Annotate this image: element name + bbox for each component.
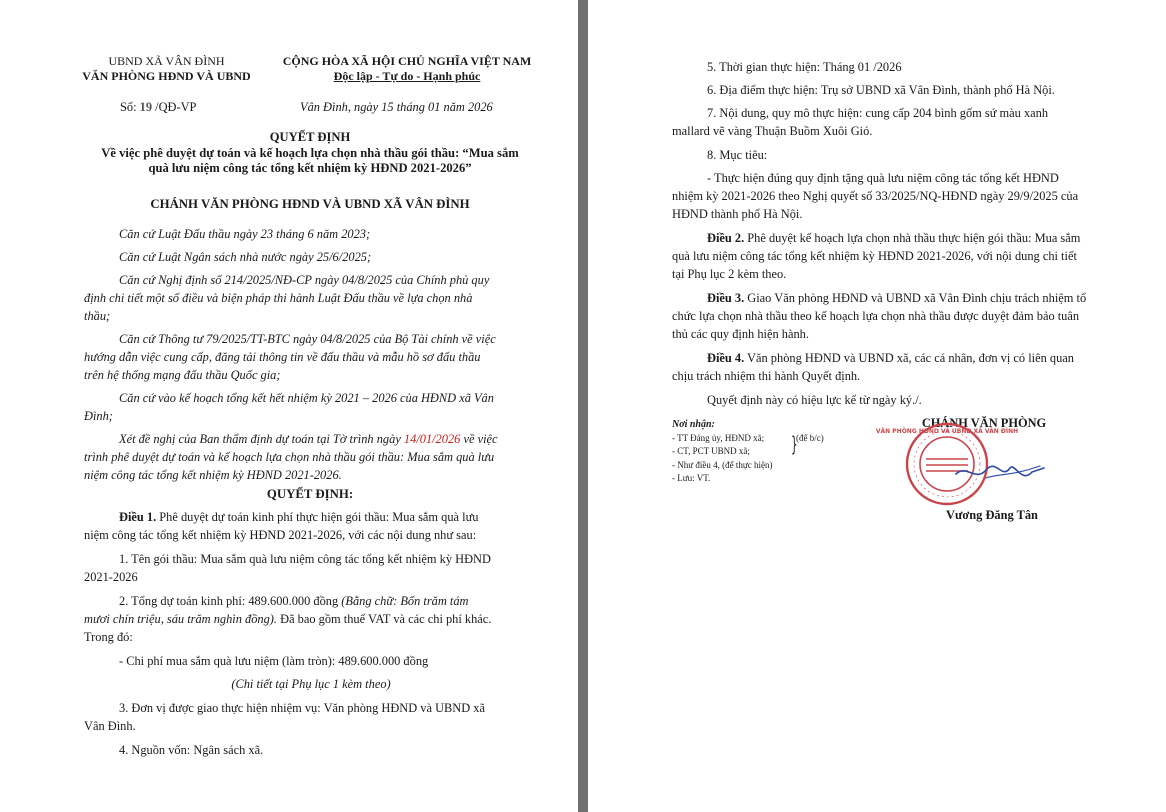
article-1-continued [672, 58, 1124, 409]
signature [952, 456, 1048, 488]
recipients [672, 418, 872, 486]
recipient-3: - Như điều 4, (để thực hiện) [672, 459, 773, 470]
decision-subject-line-2: quà lưu niệm công tác tổng kết nhiệm kỳ HĐND 2021-2026” [148, 161, 472, 175]
recipient-1-note: (để b/c) [796, 432, 824, 443]
recipient-1: - TT Đảng ủy, HĐND xã; [672, 432, 765, 443]
appendix-note: (Chi tiết tại Phụ lục 1 kèm theo) [231, 677, 391, 691]
proposal-basis: Xét đề nghị của Ban thẩm định dự toán tại Tờ trình ngày 14/01/2026 về việc trình phê duyệt dự toán và kế hoạch lựa chọn nhà thầu gói thầu: Mua sắm quà lưu niệm công tác tổng kết nhiệm kỳ HĐND 2021-2026. [84, 432, 498, 482]
article-1: Điều 1. Phê duyệt dự toán kinh phí thực hiện gói thầu: Mua sắm quà lưu niệm công tác tổng kết nhiệm kỳ HĐND 2021-2026, với các nội dung như sau: 1. Tên gói thầu: Mua sắm quà lưu niệm công tác tổng kết nhiệm kỳ HĐND 2021-2026 2. Tổng dự toán kinh phí: 489.600.000 đồng (Bằng chữ: Bốn trăm tám mươi chín triệu, sáu trăm nghìn đồng). Đã bao gồm thuế VAT và các chi phí khác. Trong đó: - Chi phí mua sắm quà lưu niệm (làm tròn): 489.600.000 đồng (Chi tiết tại Phụ lục 1 kèm theo) 3. Đơn vị được giao thực hiện nhiệm vụ: Văn phòng HĐND và UBND xã Vân Đình. 4. Nguồn vốn: Ngân sách xã. [84, 508, 538, 759]
signer-title: CHÁNH VĂN PHÒNG [921, 416, 1047, 430]
article-2-label: Điều 2. [707, 231, 745, 245]
legal-basis-2: Căn cứ Luật Ngân sách nhà nước ngày 25/6/2025; [119, 250, 372, 264]
cost-line: - Chi phí mua sắm quà lưu niệm (làm tròn): 489.600.000 đồng [119, 654, 429, 668]
signer-name: Vương Đăng Tân [946, 508, 1038, 522]
decision-label: QUYẾT ĐỊNH: [266, 487, 354, 501]
authority-heading: CHÁNH VĂN PHÒNG HĐND VÀ UBND XÃ VÂN ĐÌNH [150, 197, 470, 211]
document-date: Vân Đình, ngày 15 tháng 01 năm 2026 [300, 100, 493, 114]
brace-icon: } [791, 431, 798, 456]
document-page-1 [0, 0, 578, 812]
objective: - Thực hiện đúng quy định tặng quà lưu niệm công tác tổng kết HĐND nhiệm kỳ 2021-2026 theo Nghị quyết số 33/2025/NQ-HĐND ngày 29/9/2025 của HĐND thành phố Hà Nội. [672, 171, 1079, 221]
national-motto: Độc lập - Tự do - Hạnh phúc [333, 69, 481, 83]
decision-subject-line-1: Về việc phê duyệt dự toán và kế hoạch lựa chọn nhà thầu gói thầu: “Mua sắm [101, 145, 519, 160]
national-header [266, 54, 548, 84]
article-2: Điều 2. Phê duyệt kế hoạch lựa chọn nhà thầu thực hiện gói thầu: Mua sắm quà lưu niệm công tác tổng kết nhiệm kỳ HĐND 2021-2026, với nội dung chi tiết tại Phụ lục 2 kèm theo. [672, 231, 1081, 281]
national-title: CỘNG HÒA XÃ HỘI CHỦ NGHĨA VIỆT NAM [282, 54, 532, 68]
article-1-label: Điều 1. [119, 510, 157, 524]
legal-basis-5: Căn cứ vào kế hoạch tổng kết hết nhiệm kỳ 2021 – 2026 của HĐND xã Vân Đình; [84, 391, 494, 423]
article-1-item-1: 1. Tên gói thầu: Mua sắm quà lưu niệm công tác tổng kết nhiệm kỳ HĐND 2021-2026 [84, 552, 491, 584]
recipient-2: - CT, PCT UBND xã; [672, 446, 750, 456]
proposal-date: 14/01/2026 [403, 432, 461, 446]
article-1-item-5: 5. Thời gian thực hiện: Tháng 01 /2026 [707, 60, 902, 74]
article-1-item-4: 4. Nguồn vốn: Ngân sách xã. [119, 743, 264, 757]
page-title: QUYẾT ĐỊNH [269, 130, 351, 144]
article-1-item-7: 7. Nội dung, quy mô thực hiện: cung cấp 204 bình gốm sứ màu xanh mallard vẽ vàng Thuận Buồm Xuôi Gió. [672, 106, 1049, 138]
document-number: Số: 19 /QĐ-VP [120, 100, 197, 114]
article-1-item-3: 3. Đơn vị được giao thực hiện nhiệm vụ: Văn phòng HĐND và UBND xã Vân Đình. [84, 701, 485, 733]
article-3-label: Điều 3. [707, 291, 745, 305]
recipient-4: - Lưu: VT. [672, 473, 711, 483]
decision-heading [60, 130, 560, 177]
effective-clause: Quyết định này có hiệu lực kể từ ngày ký./. [707, 393, 922, 407]
legal-basis [84, 225, 538, 484]
issuer-header [74, 54, 259, 84]
article-3: Điều 3. Giao Văn phòng HĐND và UBND xã Vân Đình chịu trách nhiệm tổ chức lựa chọn nhà thầu theo kế hoạch lựa chọn nhà thầu được duyệt đảm bảo tuân thủ các quy định hiện hành. [672, 291, 1087, 341]
article-1-item-8: 8. Mục tiêu: [707, 148, 768, 162]
issuer-office: VĂN PHÒNG HĐND VÀ UBND [82, 69, 251, 83]
legal-basis-4: Căn cứ Thông tư 79/2025/TT-BTC ngày 04/8/2025 của Bộ Tài chính về việc hướng dẫn việc cung cấp, đăng tải thông tin về đấu thầu và mẫu hồ sơ đấu thầu trên hệ thống mạng đấu thầu Quốc gia; [84, 332, 496, 382]
legal-basis-3: Căn cứ Nghị định số 214/2025/NĐ-CP ngày 04/8/2025 của Chính phủ quy định chi tiết một số điều và biện pháp thi hành Luật Đấu thầu về lựa chọn nhà thầu; [84, 273, 490, 323]
legal-basis-1: Căn cứ Luật Đấu thầu ngày 23 tháng 6 năm 2023; [119, 227, 371, 241]
article-4-label: Điều 4. [707, 351, 745, 365]
issuer-parent: UBND XÃ VÂN ĐÌNH [108, 54, 225, 68]
article-4: Điều 4. Văn phòng HĐND và UBND xã, các cá nhân, đơn vị có liên quan chịu trách nhiệm thi hành Quyết định. [672, 351, 1074, 383]
article-1-item-2: 2. Tổng dự toán kinh phí: 489.600.000 đồng (Bằng chữ: Bốn trăm tám mươi chín triệu, sáu trăm nghìn đồng). Đã bao gồm thuế VAT và các chi phí khác. Trong đó: [84, 594, 492, 644]
recipients-heading: Nơi nhận: [672, 419, 715, 430]
document-page-2 [588, 0, 1166, 812]
article-1-item-6: 6. Địa điểm thực hiện: Trụ sở UBND xã Vân Đình, thành phố Hà Nội. [707, 83, 1055, 97]
stamp-text: VĂN PHÒNG HĐND VÀ UBND XÃ VÂN ĐÌNH [875, 428, 1019, 435]
